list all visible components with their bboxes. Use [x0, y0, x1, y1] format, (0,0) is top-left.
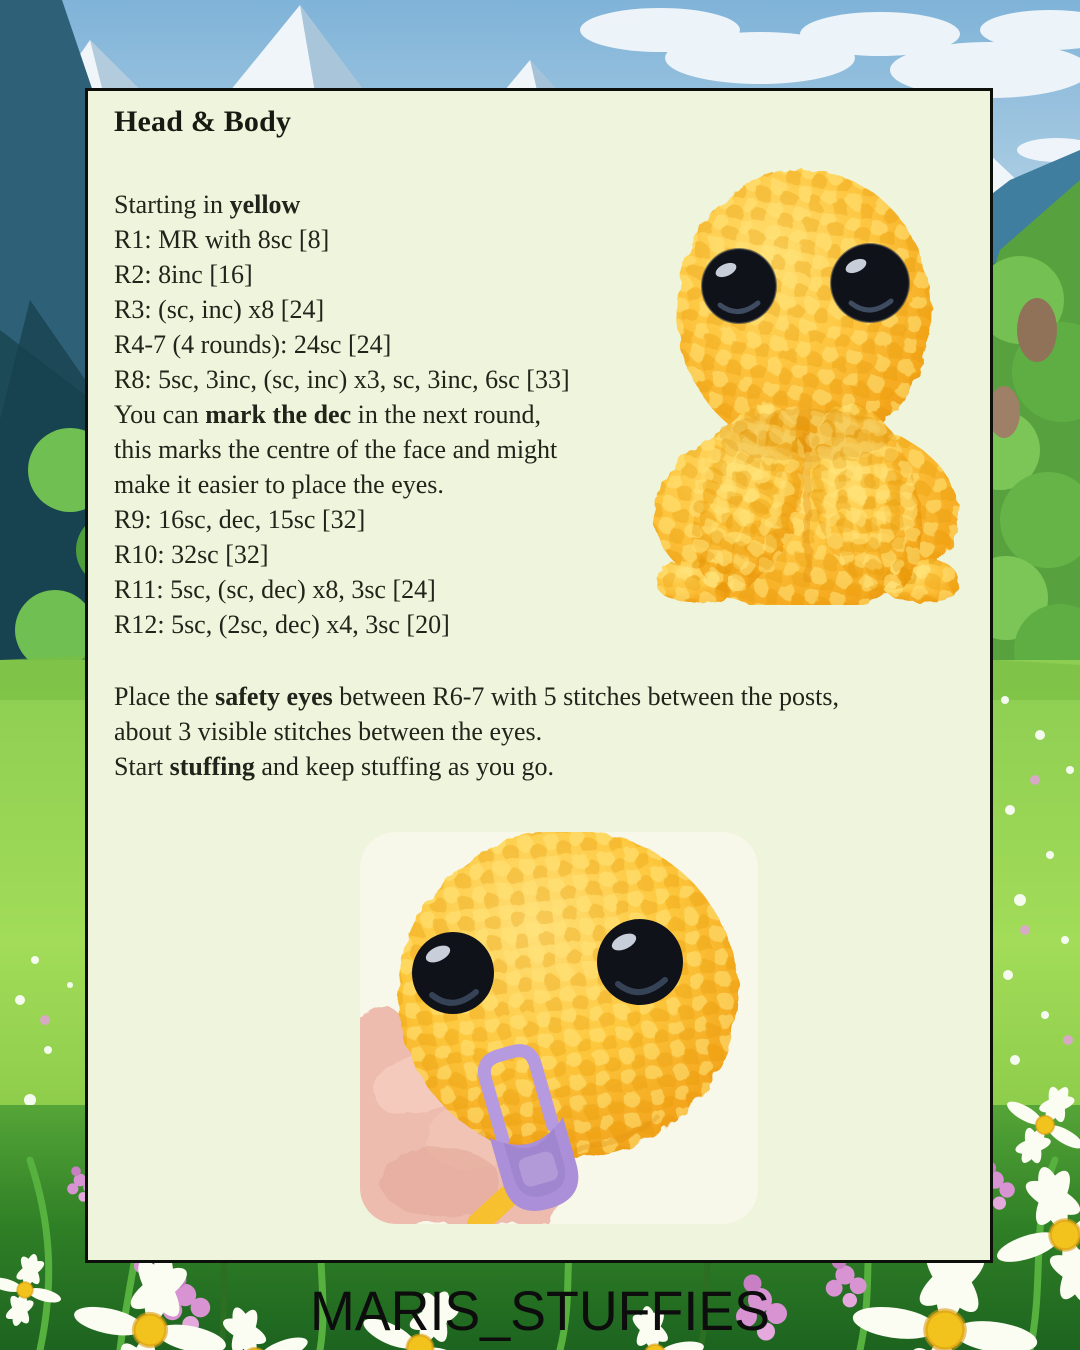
dec-note-line: this marks the centre of the face and might	[114, 435, 558, 464]
round-line: R11: 5sc, (sc, dec) x8, 3sc [24]	[114, 575, 436, 604]
dec-note-line: make it easier to place the eyes.	[114, 470, 444, 499]
round-line: R12: 5sc, (2sc, dec) x4, 3sc [20]	[114, 610, 450, 639]
toy-photo	[620, 153, 992, 605]
starting-color-line: Starting in yellow	[114, 190, 301, 219]
safety-eye	[831, 244, 909, 322]
pattern-instructions	[114, 187, 570, 642]
watermark-text: MARIS_STUFFIES	[309, 1279, 770, 1342]
dec-note-line: You can mark the dec in the next round,	[114, 400, 542, 429]
round-line: R1: MR with 8sc [8]	[114, 225, 330, 254]
section-title: Head & Body	[114, 105, 292, 138]
round-line: R3: (sc, inc) x8 [24]	[114, 295, 325, 324]
safety-eyes-line: about 3 visible stitches between the eyes.	[114, 717, 543, 746]
pattern-card	[85, 88, 993, 1263]
safety-eyes-line: Place the safety eyes between R6-7 with 5 stitches between the posts,	[114, 682, 839, 711]
round-line: R4-7 (4 rounds): 24sc [24]	[114, 330, 392, 359]
round-line: R2: 8inc [16]	[114, 260, 253, 289]
round-line: R8: 5sc, 3inc, (sc, inc) x3, sc, 3inc, 6sc [33]	[114, 365, 570, 394]
safety-eye	[412, 932, 494, 1014]
round-line: R9: 16sc, dec, 15sc [32]	[114, 505, 366, 534]
round-line: R10: 32sc [32]	[114, 540, 269, 569]
stuffing-line: Start stuffing and keep stuffing as you go.	[114, 752, 555, 781]
head-in-hand-photo	[360, 832, 758, 1224]
assembly-notes	[114, 679, 839, 784]
safety-eye	[597, 919, 683, 1005]
safety-eye	[702, 249, 776, 323]
